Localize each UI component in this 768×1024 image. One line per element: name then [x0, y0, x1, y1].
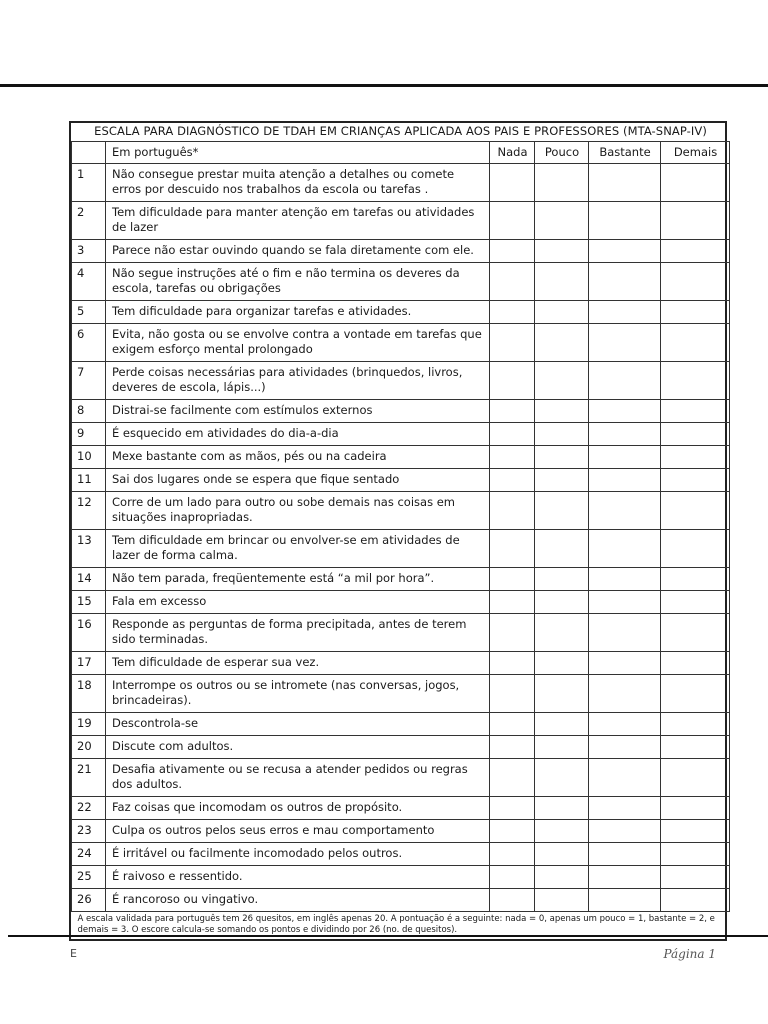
answer-cell-bastante[interactable] [589, 263, 661, 301]
option-header-nada: Nada [490, 142, 535, 164]
answer-cell-nada[interactable] [490, 614, 535, 652]
number-column-header [72, 142, 106, 164]
answer-cell-nada[interactable] [490, 568, 535, 591]
answer-cell-pouco[interactable] [535, 568, 589, 591]
answer-cell-bastante[interactable] [589, 591, 661, 614]
page-number: Página 1 [663, 947, 716, 961]
answer-cell-pouco[interactable] [535, 469, 589, 492]
answer-cell-nada[interactable] [490, 713, 535, 736]
answer-cell-nada[interactable] [490, 736, 535, 759]
item-text: Evita, não gosta ou se envolve contra a vontade em tarefas que exigem esforço mental prolongado [106, 324, 490, 362]
table-row [72, 164, 730, 202]
answer-cell-nada[interactable] [490, 164, 535, 202]
answer-cell-pouco[interactable] [535, 164, 589, 202]
item-number: 7 [72, 362, 106, 400]
item-number: 14 [72, 568, 106, 591]
answer-cell-bastante[interactable] [589, 889, 661, 912]
answer-cell-nada[interactable] [490, 263, 535, 301]
answer-cell-pouco[interactable] [535, 591, 589, 614]
item-number: 11 [72, 469, 106, 492]
item-number: 22 [72, 797, 106, 820]
answer-cell-demais[interactable] [661, 423, 730, 446]
item-number: 3 [72, 240, 106, 263]
item-number: 13 [72, 530, 106, 568]
table-row [72, 759, 730, 797]
answer-cell-demais[interactable] [661, 263, 730, 301]
answer-cell-pouco[interactable] [535, 446, 589, 469]
answer-cell-demais[interactable] [661, 843, 730, 866]
item-text: Corre de um lado para outro ou sobe demais nas coisas em situações inapropriadas. [106, 492, 490, 530]
item-number: 21 [72, 759, 106, 797]
answer-cell-bastante[interactable] [589, 652, 661, 675]
item-number: 19 [72, 713, 106, 736]
answer-cell-demais[interactable] [661, 866, 730, 889]
item-number: 15 [72, 591, 106, 614]
item-text: Parece não estar ouvindo quando se fala diretamente com ele. [106, 240, 490, 263]
item-text: Não tem parada, freqüentemente está “a mil por hora”. [106, 568, 490, 591]
answer-cell-bastante[interactable] [589, 820, 661, 843]
item-number: 9 [72, 423, 106, 446]
answer-cell-pouco[interactable] [535, 263, 589, 301]
answer-cell-pouco[interactable] [535, 423, 589, 446]
answer-cell-nada[interactable] [490, 492, 535, 530]
answer-cell-demais[interactable] [661, 759, 730, 797]
scoring-footnote: A escala validada para português tem 26 quesitos, em inglês apenas 20. A pontuação é a seguinte: nada = 0, apenas um pouco = 1, bastante = 2, e demais = 3. O escore calcula-se somando os pontos e dividindo por 26 (no. de quesitos). [72, 912, 730, 940]
answer-cell-nada[interactable] [490, 324, 535, 362]
item-number: 6 [72, 324, 106, 362]
item-number: 16 [72, 614, 106, 652]
table-title: ESCALA PARA DIAGNÓSTICO DE TDAH EM CRIANÇAS APLICADA AOS PAIS E PROFESSORES (MTA-SNAP-IV) [72, 123, 730, 142]
answer-cell-demais[interactable] [661, 362, 730, 400]
table-row [72, 400, 730, 423]
answer-cell-pouco[interactable] [535, 614, 589, 652]
item-text: É raivoso e ressentido. [106, 866, 490, 889]
item-text: Tem dificuldade em brincar ou envolver-se em atividades de lazer de forma calma. [106, 530, 490, 568]
item-number: 25 [72, 866, 106, 889]
item-text: Culpa os outros pelos seus erros e mau comportamento [106, 820, 490, 843]
item-text: Não consegue prestar muita atenção a detalhes ou comete erros por descuido nos trabalhos da escola ou tarefas . [106, 164, 490, 202]
table-row [72, 240, 730, 263]
answer-cell-nada[interactable] [490, 820, 535, 843]
answer-cell-bastante[interactable] [589, 446, 661, 469]
item-number: 24 [72, 843, 106, 866]
answer-cell-bastante[interactable] [589, 797, 661, 820]
answer-cell-demais[interactable] [661, 240, 730, 263]
item-number: 1 [72, 164, 106, 202]
option-header-bastante: Bastante [589, 142, 661, 164]
answer-cell-bastante[interactable] [589, 469, 661, 492]
answer-cell-bastante[interactable] [589, 614, 661, 652]
answer-cell-pouco[interactable] [535, 492, 589, 530]
table-row [72, 675, 730, 713]
table-row [72, 423, 730, 446]
answer-cell-nada[interactable] [490, 469, 535, 492]
answer-cell-nada[interactable] [490, 400, 535, 423]
table-row [72, 263, 730, 301]
answer-cell-pouco[interactable] [535, 240, 589, 263]
answer-cell-bastante[interactable] [589, 736, 661, 759]
items-body [72, 164, 730, 912]
option-header-pouco: Pouco [535, 142, 589, 164]
answer-cell-demais[interactable] [661, 591, 730, 614]
footer-left-text: E [70, 947, 77, 960]
table-row [72, 362, 730, 400]
answer-cell-bastante[interactable] [589, 400, 661, 423]
header-rule [0, 84, 768, 87]
item-text: Interrompe os outros ou se intromete (nas conversas, jogos, brincadeiras). [106, 675, 490, 713]
item-number: 23 [72, 820, 106, 843]
answer-cell-bastante[interactable] [589, 759, 661, 797]
questionnaire-table [69, 121, 727, 941]
item-number: 17 [72, 652, 106, 675]
answer-cell-pouco[interactable] [535, 324, 589, 362]
item-text: Não segue instruções até o fim e não termina os deveres da escola, tarefas ou obrigações [106, 263, 490, 301]
answer-cell-demais[interactable] [661, 713, 730, 736]
table-row [72, 652, 730, 675]
answer-cell-demais[interactable] [661, 736, 730, 759]
table-row [72, 530, 730, 568]
answer-cell-demais[interactable] [661, 889, 730, 912]
table-row [72, 591, 730, 614]
item-number: 26 [72, 889, 106, 912]
answer-cell-bastante[interactable] [589, 301, 661, 324]
item-number: 8 [72, 400, 106, 423]
item-number: 2 [72, 202, 106, 240]
answer-cell-bastante[interactable] [589, 492, 661, 530]
answer-cell-pouco[interactable] [535, 675, 589, 713]
table-row [72, 301, 730, 324]
answer-cell-demais[interactable] [661, 652, 730, 675]
answer-cell-nada[interactable] [490, 202, 535, 240]
table-row [72, 492, 730, 530]
answer-cell-bastante[interactable] [589, 530, 661, 568]
item-text: Responde as perguntas de forma precipitada, antes de terem sido terminadas. [106, 614, 490, 652]
answer-cell-nada[interactable] [490, 843, 535, 866]
answer-cell-bastante[interactable] [589, 843, 661, 866]
answer-cell-nada[interactable] [490, 675, 535, 713]
table-row [72, 614, 730, 652]
answer-cell-nada[interactable] [490, 759, 535, 797]
answer-cell-demais[interactable] [661, 568, 730, 591]
answer-cell-demais[interactable] [661, 492, 730, 530]
answer-cell-bastante[interactable] [589, 675, 661, 713]
table-row [72, 843, 730, 866]
answer-cell-pouco[interactable] [535, 889, 589, 912]
answer-cell-bastante[interactable] [589, 164, 661, 202]
answer-cell-bastante[interactable] [589, 362, 661, 400]
answer-cell-pouco[interactable] [535, 301, 589, 324]
item-number: 18 [72, 675, 106, 713]
answer-cell-demais[interactable] [661, 446, 730, 469]
answer-cell-pouco[interactable] [535, 530, 589, 568]
answer-cell-demais[interactable] [661, 164, 730, 202]
answer-cell-nada[interactable] [490, 866, 535, 889]
answer-cell-nada[interactable] [490, 530, 535, 568]
table-row [72, 866, 730, 889]
answer-cell-nada[interactable] [490, 240, 535, 263]
item-text: Perde coisas necessárias para atividades (brinquedos, livros, deveres de escola, lápis...) [106, 362, 490, 400]
answer-cell-nada[interactable] [490, 446, 535, 469]
table-row [72, 713, 730, 736]
item-text: É irritável ou facilmente incomodado pelos outros. [106, 843, 490, 866]
answer-cell-bastante[interactable] [589, 713, 661, 736]
table-row [72, 202, 730, 240]
item-text: É rancoroso ou vingativo. [106, 889, 490, 912]
item-number: 5 [72, 301, 106, 324]
table-row [72, 469, 730, 492]
answer-cell-demais[interactable] [661, 614, 730, 652]
answer-cell-demais[interactable] [661, 324, 730, 362]
answer-cell-pouco[interactable] [535, 362, 589, 400]
table-row [72, 568, 730, 591]
item-text: Tem dificuldade de esperar sua vez. [106, 652, 490, 675]
table-row [72, 736, 730, 759]
answer-cell-demais[interactable] [661, 530, 730, 568]
answer-cell-nada[interactable] [490, 889, 535, 912]
item-number: 20 [72, 736, 106, 759]
answer-cell-bastante[interactable] [589, 202, 661, 240]
answer-cell-demais[interactable] [661, 820, 730, 843]
item-number: 10 [72, 446, 106, 469]
answer-cell-pouco[interactable] [535, 866, 589, 889]
item-text: Fala em excesso [106, 591, 490, 614]
answer-cell-nada[interactable] [490, 797, 535, 820]
answer-cell-demais[interactable] [661, 400, 730, 423]
footer-rule [8, 935, 768, 937]
answer-cell-demais[interactable] [661, 675, 730, 713]
item-text: Distrai-se facilmente com estímulos externos [106, 400, 490, 423]
table-row [72, 797, 730, 820]
answer-cell-bastante[interactable] [589, 423, 661, 446]
answer-cell-nada[interactable] [490, 652, 535, 675]
answer-cell-demais[interactable] [661, 469, 730, 492]
answer-cell-nada[interactable] [490, 423, 535, 446]
item-text: Tem dificuldade para organizar tarefas e atividades. [106, 301, 490, 324]
table-row [72, 889, 730, 912]
snap-iv-table [71, 123, 730, 939]
answer-cell-pouco[interactable] [535, 736, 589, 759]
answer-cell-demais[interactable] [661, 202, 730, 240]
answer-cell-pouco[interactable] [535, 652, 589, 675]
answer-cell-pouco[interactable] [535, 843, 589, 866]
option-header-demais: Demais [661, 142, 730, 164]
answer-cell-demais[interactable] [661, 301, 730, 324]
answer-cell-bastante[interactable] [589, 240, 661, 263]
answer-cell-bastante[interactable] [589, 324, 661, 362]
answer-cell-demais[interactable] [661, 797, 730, 820]
item-text: Desafia ativamente ou se recusa a atender pedidos ou regras dos adultos. [106, 759, 490, 797]
item-text: Mexe bastante com as mãos, pés ou na cadeira [106, 446, 490, 469]
answer-cell-bastante[interactable] [589, 866, 661, 889]
answer-cell-pouco[interactable] [535, 820, 589, 843]
item-text: Faz coisas que incomodam os outros de propósito. [106, 797, 490, 820]
answer-cell-nada[interactable] [490, 362, 535, 400]
item-text: Discute com adultos. [106, 736, 490, 759]
item-number: 4 [72, 263, 106, 301]
table-row [72, 324, 730, 362]
table-row [72, 820, 730, 843]
answer-cell-nada[interactable] [490, 591, 535, 614]
answer-cell-nada[interactable] [490, 301, 535, 324]
item-text: É esquecido em atividades do dia-a-dia [106, 423, 490, 446]
answer-cell-pouco[interactable] [535, 202, 589, 240]
answer-cell-pouco[interactable] [535, 759, 589, 797]
table-row [72, 446, 730, 469]
language-column-header: Em português* [106, 142, 490, 164]
item-text: Descontrola-se [106, 713, 490, 736]
item-text: Tem dificuldade para manter atenção em tarefas ou atividades de lazer [106, 202, 490, 240]
answer-cell-pouco[interactable] [535, 713, 589, 736]
answer-cell-pouco[interactable] [535, 400, 589, 423]
item-number: 12 [72, 492, 106, 530]
item-text: Sai dos lugares onde se espera que fique sentado [106, 469, 490, 492]
answer-cell-pouco[interactable] [535, 797, 589, 820]
answer-cell-bastante[interactable] [589, 568, 661, 591]
